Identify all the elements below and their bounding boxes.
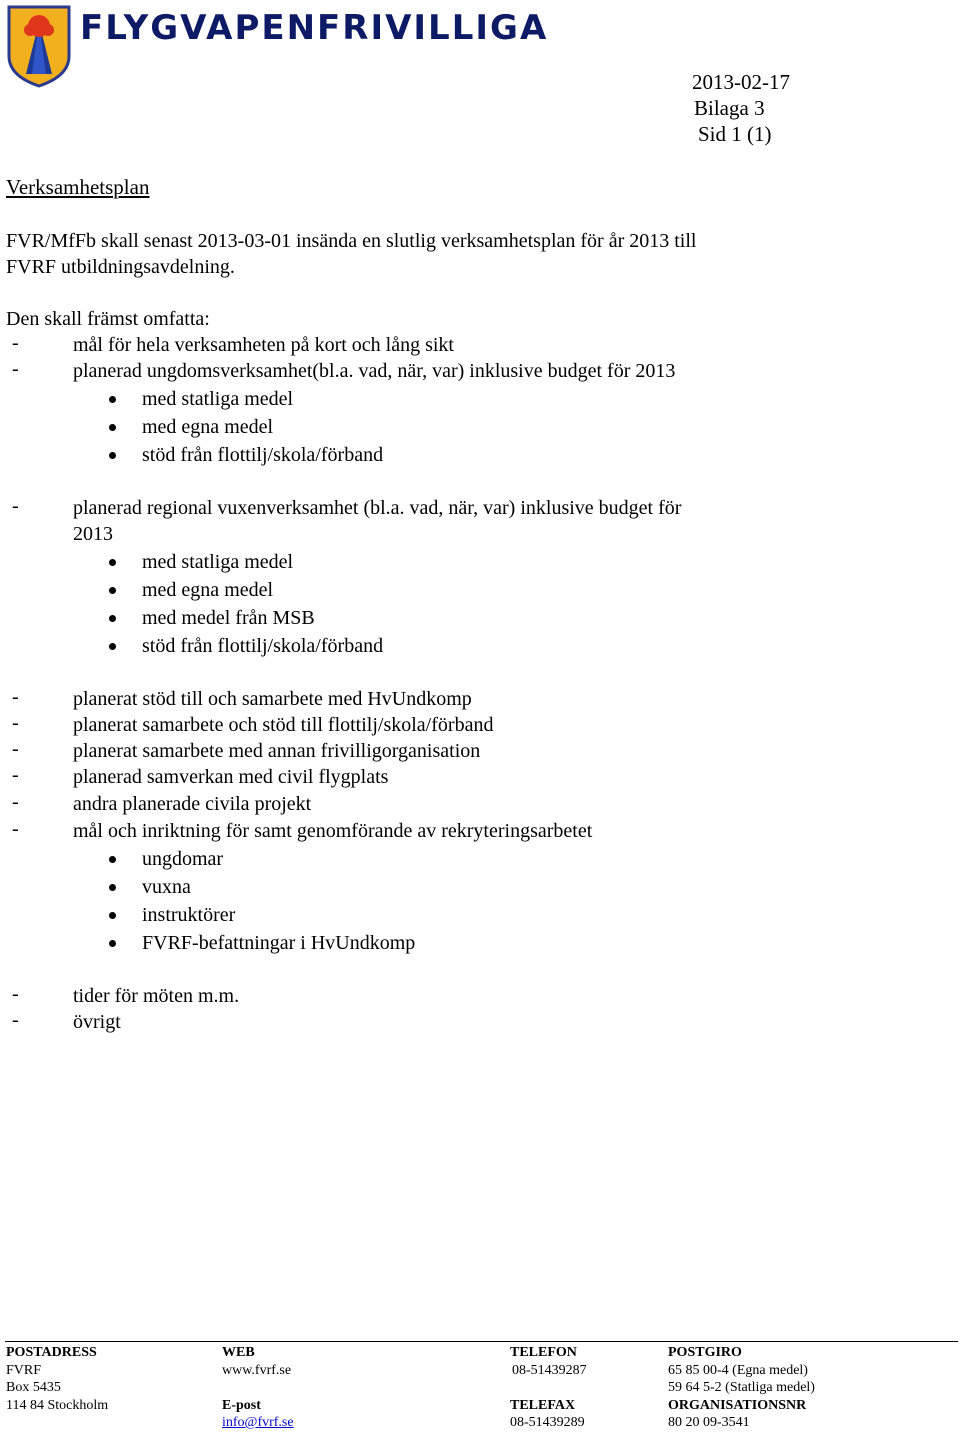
- list-item: övrigt: [73, 1011, 121, 1033]
- footer-giro-line: 65 85 00-4 (Egna medel): [668, 1363, 808, 1378]
- dash-marker: -: [12, 1009, 19, 1031]
- footer-postal-label: POSTADRESS: [6, 1345, 97, 1360]
- dash-marker: -: [12, 712, 19, 734]
- footer-email-link[interactable]: info@fvrf.se: [222, 1415, 294, 1430]
- intro-line-2: FVRF utbildningsavdelning.: [6, 256, 235, 278]
- recruit-sub-item: ungdomar: [142, 848, 224, 870]
- footer-orgnr-value: 80 20 09-3541: [668, 1415, 750, 1430]
- bullet-icon: [109, 884, 116, 891]
- dash-marker: -: [12, 738, 19, 760]
- bullet-icon: [109, 396, 116, 403]
- footer-giro-label: POSTGIRO: [668, 1345, 742, 1360]
- footer-orgnr-label: ORGANISATIONSNR: [668, 1398, 807, 1413]
- footer-email-label: E-post: [222, 1398, 261, 1413]
- list-item: planerat samarbete och stöd till flottilj/skola/förband: [73, 714, 494, 736]
- list-item: andra planerade civila projekt: [73, 793, 312, 815]
- footer-postal-line: 114 84 Stockholm: [6, 1398, 109, 1413]
- footer-phone-value: 08-51439287: [512, 1363, 587, 1378]
- item-adult-line-2: 2013: [73, 523, 113, 545]
- adult-sub-item: med statliga medel: [142, 551, 294, 573]
- adult-sub-item: stöd från flottilj/skola/förband: [142, 635, 384, 657]
- adult-sub-item: med medel från MSB: [142, 607, 315, 629]
- organization-name: FLYGVAPENFRIVILLIGA: [80, 8, 549, 48]
- item-goals: mål för hela verksamheten på kort och lång sikt: [73, 334, 454, 356]
- footer-phone-label: TELEFON: [510, 1345, 577, 1360]
- footer-fax-value: 08-51439289: [510, 1415, 585, 1430]
- dash-marker: -: [12, 495, 19, 517]
- item-youth: planerad ungdomsverksamhet(bl.a. vad, när, var) inklusive budget för 2013: [73, 360, 676, 382]
- footer-postal-line: Box 5435: [6, 1380, 61, 1395]
- bullet-icon: [109, 856, 116, 863]
- dash-marker: -: [12, 983, 19, 1005]
- footer-divider: [5, 1341, 958, 1342]
- list-item: planerad samverkan med civil flygplats: [73, 766, 389, 788]
- youth-sub-item: med egna medel: [142, 416, 274, 438]
- scope-heading: Den skall främst omfatta:: [6, 308, 210, 330]
- dash-marker: -: [12, 358, 19, 380]
- adult-sub-item: med egna medel: [142, 579, 274, 601]
- footer-web-label: WEB: [222, 1345, 255, 1360]
- attachment-label: Bilaga 3: [694, 96, 765, 120]
- list-item: mål och inriktning för samt genomförande av rekryteringsarbetet: [73, 820, 593, 842]
- organization-logo: [6, 4, 72, 88]
- footer-web-link[interactable]: www.fvrf.se: [222, 1363, 292, 1378]
- list-item: planerat stöd till och samarbete med HvUndkomp: [73, 688, 472, 710]
- list-item: tider för möten m.m.: [73, 985, 240, 1007]
- footer-fax-label: TELEFAX: [510, 1398, 576, 1413]
- bullet-icon: [109, 452, 116, 459]
- bullet-icon: [109, 643, 116, 650]
- page-number: Sid 1 (1): [698, 122, 772, 146]
- dash-marker: -: [12, 791, 19, 813]
- dash-marker: -: [12, 686, 19, 708]
- dash-marker: -: [12, 332, 19, 354]
- recruit-sub-item: FVRF-befattningar i HvUndkomp: [142, 932, 416, 954]
- youth-sub-item: stöd från flottilj/skola/förband: [142, 444, 384, 466]
- footer-postal-line: FVRF: [6, 1363, 42, 1378]
- bullet-icon: [109, 559, 116, 566]
- list-item: planerat samarbete med annan frivilligorganisation: [73, 740, 481, 762]
- dash-marker: -: [12, 764, 19, 786]
- footer-giro-line: 59 64 5-2 (Statliga medel): [668, 1380, 815, 1395]
- bullet-icon: [109, 587, 116, 594]
- bullet-icon: [109, 940, 116, 947]
- intro-line-1: FVR/MfFb skall senast 2013-03-01 insända en slutlig verksamhetsplan för år 2013 till: [6, 230, 697, 252]
- bullet-icon: [109, 615, 116, 622]
- document-date: 2013-02-17: [692, 70, 790, 94]
- youth-sub-item: med statliga medel: [142, 388, 294, 410]
- recruit-sub-item: vuxna: [142, 876, 191, 898]
- dash-marker: -: [12, 818, 19, 840]
- document-title: Verksamhetsplan: [6, 175, 150, 199]
- item-adult-line-1: planerad regional vuxenverksamhet (bl.a. vad, när, var) inklusive budget för: [73, 497, 682, 519]
- bullet-icon: [109, 424, 116, 431]
- bullet-icon: [109, 912, 116, 919]
- recruit-sub-item: instruktörer: [142, 904, 236, 926]
